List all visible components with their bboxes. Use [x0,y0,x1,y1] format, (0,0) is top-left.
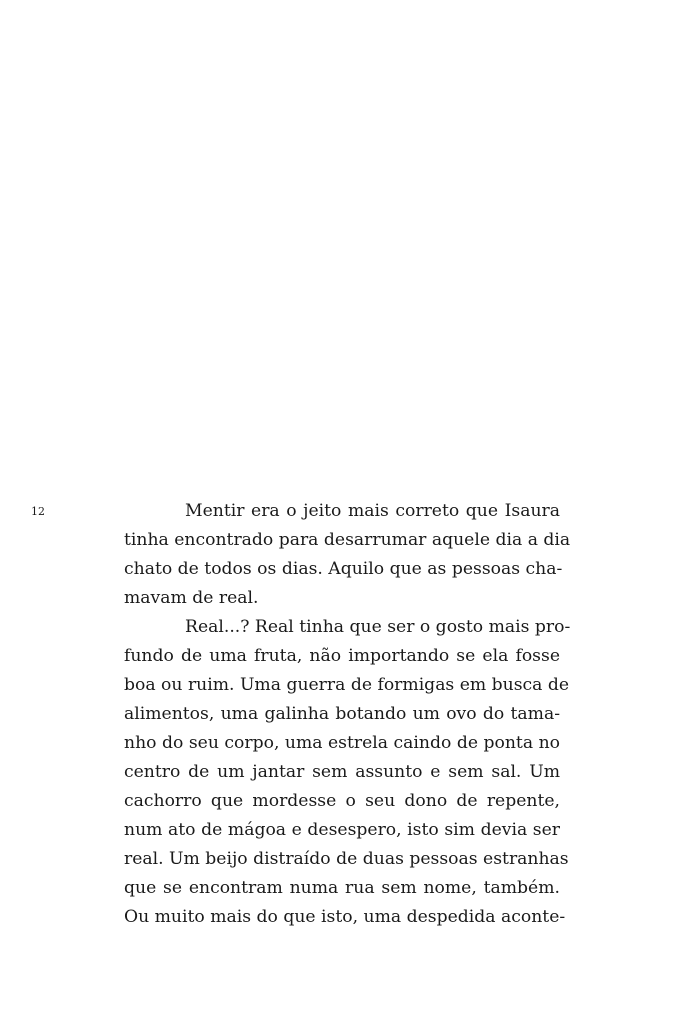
text-line: mavam de real. [124,588,259,608]
text-line: que se encontram numa rua sem nome, também. [124,878,560,898]
text-line: chato de todos os dias. Aquilo que as pessoas cha- [124,559,563,579]
text-line: nho do seu corpo, uma estrela caindo de ponta no [124,733,560,753]
text-line: cachorro que mordesse o seu dono de repente, [124,791,560,811]
paragraph-2 [124,613,571,932]
paragraph-1 [124,497,571,613]
page-number: 12 [31,505,45,518]
text-line: boa ou ruim. Uma guerra de formigas em busca de [124,675,570,695]
text-line: centro de um jantar sem assunto e sem sal. Um [124,762,560,782]
text-line: tinha encontrado para desarrumar aquele dia a dia [124,530,571,550]
text-line: alimentos, uma galinha botando um ovo do tama- [124,704,560,724]
body-text [124,497,571,932]
text-line: fundo de uma fruta, não importando se ela fosse [124,646,560,666]
text-line: Real...? Real tinha que ser o gosto mais pro- [185,617,571,637]
text-line: real. Um beijo distraído de duas pessoas estranhas [124,849,569,869]
text-line: num ato de mágoa e desespero, isto sim devia ser [124,820,560,840]
text-line: Ou muito mais do que isto, uma despedida aconte- [124,907,566,927]
text-line: Mentir era o jeito mais correto que Isaura [185,501,560,521]
